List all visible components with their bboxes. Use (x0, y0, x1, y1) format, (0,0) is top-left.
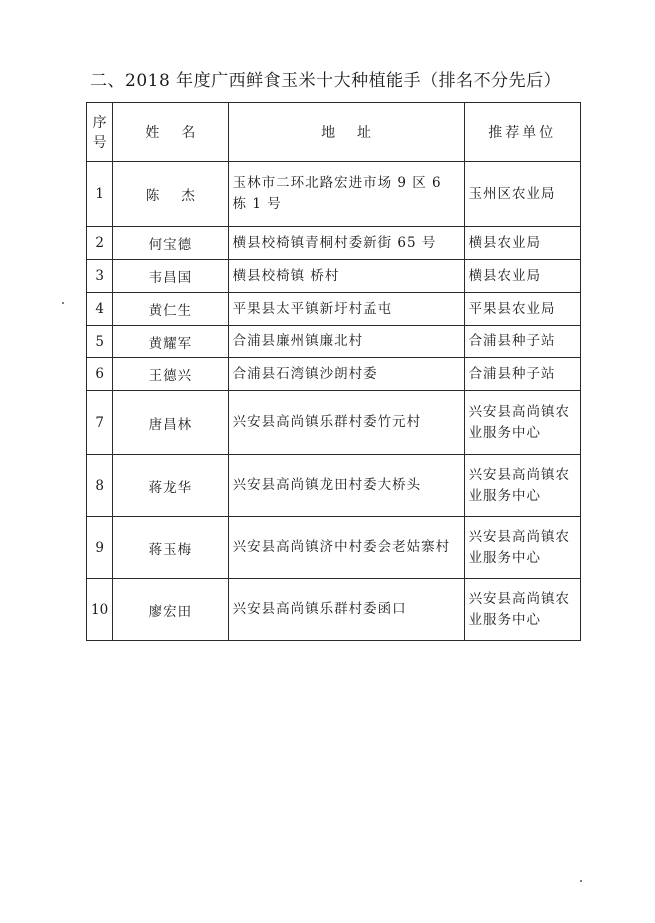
row-name: 黄仁生 (113, 293, 228, 326)
row-name: 蒋玉梅 (113, 517, 228, 579)
row-recommender: 横县农业局 (464, 227, 580, 260)
growers-table (86, 102, 581, 641)
table-row (87, 293, 581, 326)
row-address: 兴安县高尚镇乐群村委函口 (228, 579, 464, 641)
row-name: 韦昌国 (113, 260, 228, 293)
table-row (87, 579, 581, 641)
row-index: 5 (87, 326, 113, 358)
row-index: 3 (87, 260, 113, 293)
row-name: 何宝德 (113, 227, 228, 260)
row-index: 2 (87, 227, 113, 260)
row-address: 横县校椅镇 桥村 (228, 260, 464, 293)
table-row (87, 391, 581, 455)
header-recommender: 推荐单位 (464, 103, 580, 162)
table-row (87, 455, 581, 517)
row-index: 6 (87, 358, 113, 391)
row-address: 合浦县石湾镇沙朗村委 (228, 358, 464, 391)
row-address: 横县校椅镇青桐村委新街 65 号 (228, 227, 464, 260)
row-address: 玉林市二环北路宏进市场 9 区 6 栋 1 号 (228, 162, 464, 227)
row-recommender: 合浦县种子站 (464, 326, 580, 358)
row-address: 兴安县高尚镇龙田村委大桥头 (228, 455, 464, 517)
table-header-row (87, 103, 581, 162)
row-name: 王德兴 (113, 358, 228, 391)
table-row (87, 162, 581, 227)
row-address: 兴安县高尚镇乐群村委竹元村 (228, 391, 464, 455)
row-recommender: 兴安县高尚镇农业服务中心 (464, 579, 580, 641)
row-name: 廖宏田 (113, 579, 228, 641)
row-address: 平果县太平镇新圩村孟屯 (228, 293, 464, 326)
row-index: 10 (87, 579, 113, 641)
table-row (87, 326, 581, 358)
row-recommender: 兴安县高尚镇农业服务中心 (464, 391, 580, 455)
row-index: 9 (87, 517, 113, 579)
row-index: 8 (87, 455, 113, 517)
row-recommender: 平果县农业局 (464, 293, 580, 326)
header-name: 姓名 (113, 103, 228, 162)
row-index: 1 (87, 162, 113, 227)
row-name: 唐昌林 (113, 391, 228, 455)
document-title: 二、2018 年度广西鲜食玉米十大种植能手（排名不分先后） (90, 71, 562, 91)
row-recommender: 横县农业局 (464, 260, 580, 293)
row-recommender: 合浦县种子站 (464, 358, 580, 391)
row-name: 陈杰 (113, 162, 228, 227)
row-name: 黄耀军 (113, 326, 228, 358)
row-recommender: 兴安县高尚镇农业服务中心 (464, 517, 580, 579)
table-row (87, 260, 581, 293)
header-address: 地址 (228, 103, 464, 162)
row-address: 兴安县高尚镇济中村委会老姑寨村 (228, 517, 464, 579)
table-row (87, 227, 581, 260)
table-row (87, 358, 581, 391)
table-row (87, 517, 581, 579)
row-address: 合浦县廉州镇廉北村 (228, 326, 464, 358)
row-recommender: 兴安县高尚镇农业服务中心 (464, 455, 580, 517)
scan-speck (62, 302, 64, 304)
row-recommender: 玉州区农业局 (464, 162, 580, 227)
row-index: 4 (87, 293, 113, 326)
header-index: 序号 (87, 103, 113, 162)
scan-speck (580, 880, 582, 882)
row-name: 蒋龙华 (113, 455, 228, 517)
row-index: 7 (87, 391, 113, 455)
